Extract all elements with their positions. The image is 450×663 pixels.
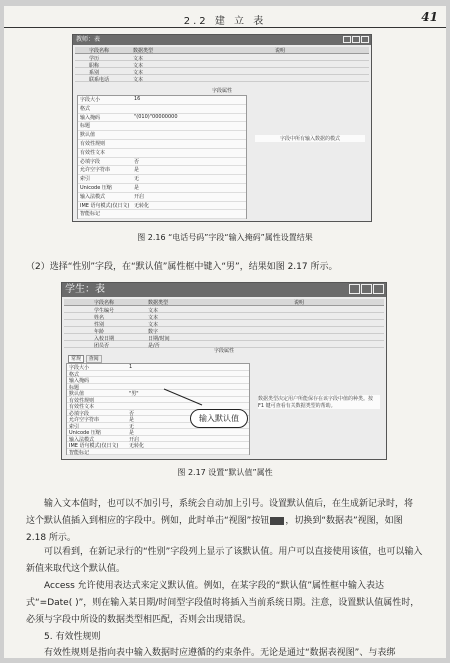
field-name-cell[interactable]: 姓名	[94, 315, 105, 321]
field-name-cell[interactable]: 性别	[94, 322, 105, 328]
property-row[interactable]	[78, 158, 246, 167]
data-type-cell[interactable]: 文本	[133, 77, 144, 83]
data-type-cell[interactable]: 日期/时间	[148, 336, 170, 342]
table-row[interactable]	[64, 335, 384, 341]
table-row[interactable]	[75, 55, 369, 61]
col-data-type: 数据类型	[133, 48, 154, 54]
property-name: 默认值	[69, 391, 85, 397]
property-row[interactable]	[78, 166, 246, 175]
table-row[interactable]	[64, 321, 384, 327]
property-name: 索引	[69, 423, 80, 430]
property-value[interactable]: 1	[129, 364, 133, 370]
property-row[interactable]	[78, 105, 246, 114]
field-name-cell[interactable]: 入校日期	[94, 336, 115, 342]
property-name: 格式	[80, 105, 91, 112]
property-name: 有效性文本	[80, 149, 106, 156]
property-name: 格式	[69, 371, 80, 378]
window-title: 教师：表	[76, 36, 101, 43]
property-name: 智能标记	[69, 449, 90, 456]
property-row[interactable]	[78, 202, 246, 211]
field-grid-header	[64, 299, 384, 306]
minimize-button[interactable]	[349, 284, 360, 294]
figure-caption-2-16: 图 2.16 “电话号码”字段“输入掩码”属性设置结果	[137, 233, 313, 242]
section-title: 2.2 建 立 表	[183, 16, 267, 27]
property-row[interactable]	[78, 114, 246, 123]
close-button[interactable]	[373, 284, 384, 294]
col-field-name: 字段名称	[94, 300, 115, 306]
property-name: 有效性规则	[69, 397, 95, 404]
paragraph-1-line-3: 2.18 所示。	[26, 533, 76, 543]
property-sheet	[77, 95, 247, 219]
table-row[interactable]	[64, 307, 384, 313]
table-row[interactable]	[64, 328, 384, 334]
property-hint: 字段中所有输入数据的模式	[255, 135, 365, 142]
window-controls	[348, 284, 384, 299]
property-value[interactable]: 无转化	[129, 443, 145, 449]
property-name: Unicode 压缩	[69, 430, 101, 436]
field-name-cell[interactable]: 系别	[89, 70, 100, 76]
heading-5: 5. 有效性规则	[44, 632, 101, 642]
callout-box: 输入默认值	[190, 409, 248, 428]
table-design-window-teacher	[72, 34, 372, 222]
table-design-window-student	[61, 282, 387, 460]
table-row[interactable]	[75, 62, 369, 68]
property-name: 必填字段	[80, 158, 101, 165]
table-row[interactable]	[75, 69, 369, 75]
view-button-icon	[270, 517, 284, 525]
property-row[interactable]	[78, 140, 246, 149]
property-row[interactable]	[78, 175, 246, 184]
window-controls	[342, 36, 369, 47]
property-value[interactable]: 是	[129, 430, 135, 436]
window-title: 学生：表	[65, 284, 105, 295]
field-props-label: 字段属性	[213, 348, 234, 354]
table-row[interactable]	[75, 76, 369, 82]
window-titlebar	[62, 283, 386, 297]
property-name: IME 语句模式(仅日文)	[69, 443, 119, 449]
field-props-label: 字段属性	[211, 88, 232, 94]
property-name: 允许空字符串	[80, 167, 111, 174]
paragraph-1-line-1: 输入文本值时，也可以不加引号，系统会自动加上引号。设置默认值后，在生成新记录时，将	[44, 499, 414, 509]
property-name: Unicode 压缩	[80, 185, 112, 191]
field-name-cell[interactable]: 职称	[89, 63, 100, 69]
window-titlebar	[73, 35, 371, 45]
property-row[interactable]	[78, 184, 246, 193]
property-value[interactable]: 开启	[129, 436, 140, 443]
data-type-cell[interactable]: 文本	[133, 63, 144, 69]
property-name: 必填字段	[69, 410, 90, 417]
property-name: 标题	[69, 384, 80, 391]
page-header	[4, 6, 446, 28]
property-name: 字段大小	[80, 97, 101, 103]
property-value[interactable]: 否	[129, 410, 135, 417]
property-value[interactable]: "男"	[129, 391, 139, 397]
property-row[interactable]	[78, 210, 246, 219]
data-type-cell[interactable]: 文本	[133, 56, 144, 62]
property-name: 允许空字符串	[69, 417, 100, 423]
book-page	[4, 6, 446, 658]
property-hint: 数据类型决定用户所能保存在该字段中值的种类。按 F1 键可查看有关数据类型的帮助。	[258, 395, 380, 409]
page-number: 41	[421, 10, 438, 24]
property-value[interactable]: 是	[129, 417, 135, 423]
data-type-cell[interactable]: 文本	[148, 315, 159, 321]
field-grid-header	[75, 47, 369, 54]
property-value[interactable]: 无转化	[134, 202, 150, 209]
field-name-cell[interactable]: 学生编号	[94, 308, 115, 314]
field-name-cell[interactable]: 学历	[89, 56, 100, 62]
property-value[interactable]: 是	[134, 167, 140, 174]
property-name: 字段大小	[69, 365, 90, 371]
paragraph-2: 可以看到，在新记录行的“性别”字段列上显示了该默认值。用户可以直接使用该值，也可以输入新值来取代这个默认值。	[26, 547, 423, 574]
property-tabs	[68, 355, 102, 362]
paragraph-1-line-2: 这个默认值插入到相应的字段中。例如，此时单击“视图”按钮 ，切换到“数据表”视图，如图	[26, 516, 403, 526]
property-value[interactable]: 无	[134, 176, 140, 183]
close-button[interactable]	[361, 36, 369, 43]
tab-general[interactable]: 常规	[68, 355, 84, 363]
figure-caption-2-17: 图 2.17 设置“默认值”属性	[177, 468, 273, 477]
property-row[interactable]	[78, 96, 246, 105]
col-data-type: 数据类型	[148, 300, 169, 306]
property-name: 输入法模式	[69, 436, 95, 443]
data-type-cell[interactable]: 数字	[148, 329, 159, 335]
col-description: 说明	[294, 300, 305, 306]
field-name-cell[interactable]: 联系电话	[89, 77, 110, 83]
property-name: 输入掩码	[69, 378, 90, 384]
minimize-button[interactable]	[343, 36, 351, 43]
property-name: IME 语句模式(仅日文)	[80, 202, 130, 209]
property-value[interactable]: 否	[134, 158, 140, 165]
property-name: 输入掩码	[80, 114, 101, 121]
property-row[interactable]	[78, 131, 246, 140]
property-value[interactable]: 是	[134, 185, 140, 191]
property-row[interactable]	[78, 122, 246, 131]
property-name: 智能标记	[80, 211, 101, 218]
paragraph-3: Access 允许使用表达式来定义默认值。例如，在某字段的“默认值”属性框中输入表达式“=Date( )”，则在输入某日期/时间型字段值时将插入当前系统日期。注意，设置默认值属性时，必须与字段中所设的数据类型相匹配，否则会出现错误。	[26, 581, 420, 625]
field-name-cell[interactable]: 年龄	[94, 329, 105, 335]
property-value[interactable]: "(010)"00000000	[134, 113, 178, 120]
property-value[interactable]: 16	[134, 96, 141, 102]
data-type-cell[interactable]: 文本	[148, 322, 159, 328]
data-type-cell[interactable]: 是/否	[148, 343, 160, 349]
property-name: 输入法模式	[80, 193, 106, 200]
property-name: 有效性文本	[69, 404, 95, 410]
property-row[interactable]	[78, 193, 246, 202]
property-value[interactable]: 开启	[134, 193, 145, 200]
maximize-button[interactable]	[361, 284, 372, 294]
col-description: 说明	[275, 48, 286, 54]
data-type-cell[interactable]: 文本	[148, 308, 159, 314]
maximize-button[interactable]	[352, 36, 360, 43]
property-name: 默认值	[80, 132, 96, 139]
tab-lookup[interactable]: 查阅	[86, 355, 102, 363]
data-type-cell[interactable]: 文本	[133, 70, 144, 76]
paragraph-4: 有效性规则是指向表中输入数据时应遵循的约束条件。无论是通过“数据表视图”、与表绑	[44, 648, 396, 658]
property-name: 索引	[80, 176, 91, 183]
property-value[interactable]: 无	[129, 423, 135, 430]
col-field-name: 字段名称	[89, 48, 110, 54]
property-row[interactable]	[67, 449, 249, 456]
property-row[interactable]	[78, 149, 246, 158]
table-row[interactable]	[64, 314, 384, 320]
property-name: 标题	[80, 123, 91, 130]
step-2-text: （2）选择“性别”字段，在“默认值”属性框中键入“男”，结果如图 2.17 所示。	[26, 262, 338, 272]
field-name-cell[interactable]: 团员否	[94, 343, 110, 349]
property-name: 有效性规则	[80, 141, 106, 147]
